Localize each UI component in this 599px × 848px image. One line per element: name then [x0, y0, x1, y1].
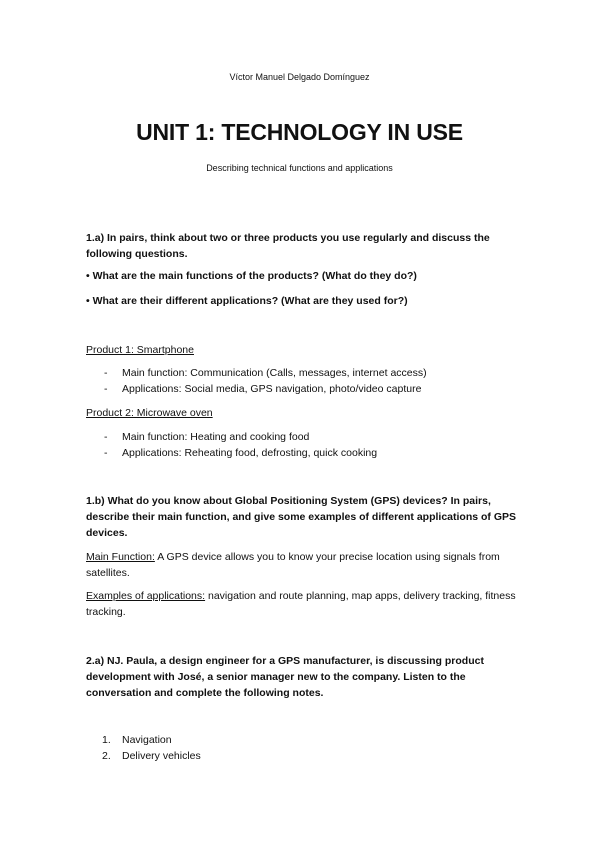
examples-paragraph	[86, 588, 516, 620]
page-subtitle: Describing technical functions and applications	[206, 163, 393, 173]
exercise-1a-prompt: 1.a) In pairs, think about two or three products you use regularly and discuss the following questions.	[86, 232, 490, 260]
list-item: - Applications: Social media, GPS navigation, photo/video capture	[104, 383, 422, 395]
page-title: UNIT 1: TECHNOLOGY IN USE	[136, 119, 463, 145]
exercise-1a-question-1: • What are the main functions of the products? (What do they do?)	[86, 270, 417, 282]
exercise-1b-prompt: 1.b) What do you know about Global Positioning System (GPS) devices? In pairs, describe their main function, and give some examples of different applications of GPS devices.	[86, 495, 517, 539]
main-function-text: A GPS device allows you to know your precise location using signals from satellites.	[86, 551, 500, 579]
list-number: 1.	[102, 734, 111, 746]
list-number: 2.	[102, 750, 111, 762]
list-item: 2. Delivery vehicles	[102, 750, 201, 762]
examples-text: navigation and route planning, map apps, delivery tracking, fitness tracking.	[86, 590, 516, 618]
list-item: - Applications: Reheating food, defrosting, quick cooking	[104, 447, 378, 459]
dash-bullet: -	[104, 383, 108, 395]
product-1-heading: Product 1: Smartphone	[86, 344, 194, 356]
product-2-heading: Product 2: Microwave oven	[86, 407, 213, 419]
product-1-list	[100, 365, 427, 397]
examples-label: Examples of applications:	[86, 590, 206, 602]
dash-bullet: -	[104, 447, 108, 459]
dash-bullet: -	[104, 367, 108, 379]
list-item: 1. Navigation	[102, 734, 172, 746]
dash-bullet: -	[104, 431, 108, 443]
list-item: - Main function: Communication (Calls, messages, internet access)	[104, 367, 427, 379]
list-item: - Main function: Heating and cooking food	[104, 431, 310, 443]
author-name: Víctor Manuel Delgado Domínguez	[229, 72, 370, 82]
notes-list	[100, 732, 201, 764]
main-function-label: Main Function:	[86, 551, 155, 563]
exercise-1a-question-2: • What are their different applications? (What are they used for?)	[86, 295, 408, 307]
exercise-2a-prompt: 2.a) NJ. Paula, a design engineer for a GPS manufacturer, is discussing product development with José, a senior manager new to the company. Listen to the conversation and complete the following notes.	[86, 655, 484, 699]
main-function-paragraph	[86, 549, 516, 581]
product-2-list	[100, 429, 377, 461]
